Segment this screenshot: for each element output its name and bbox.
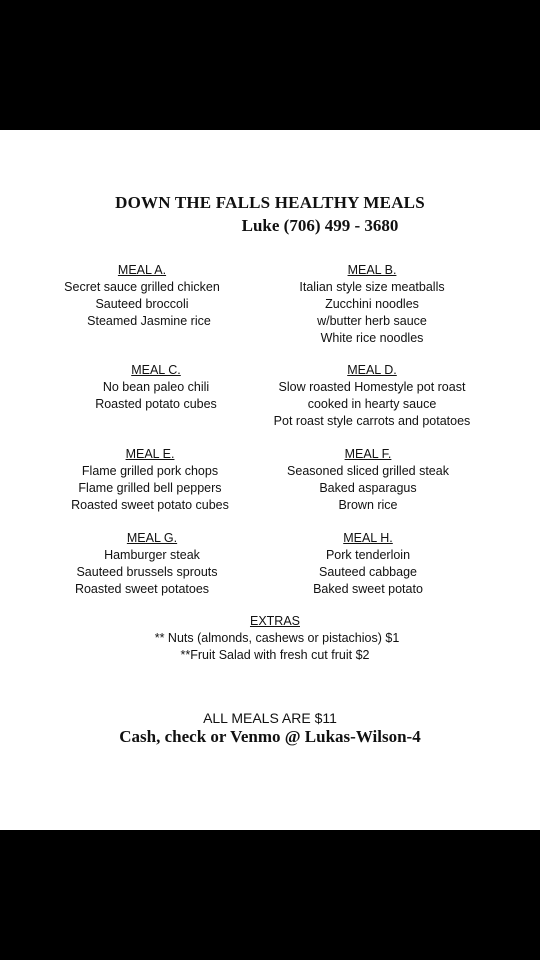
meal-item: w/butter herb sauce [317,314,427,328]
meal-title: MEAL H. [343,531,393,545]
price-line: ALL MEALS ARE $11 [203,710,337,726]
meal-title: MEAL G. [126,531,178,545]
menu-page [0,130,540,830]
extras-title: EXTRAS [249,614,300,628]
meal-f [238,446,498,514]
meal-item: Zucchini noodles [325,297,419,311]
meal-item: No bean paleo chili [102,380,210,394]
meal-item: Sauteed cabbage [318,565,417,579]
meal-item: Roasted sweet potato cubes [71,498,229,512]
meal-item: Baked asparagus [319,481,417,495]
meal-item: Secret sauce grilled chicken [64,280,220,294]
meal-item: Roasted potato cubes [95,397,217,411]
meal-b [242,262,502,347]
payment-line: Cash, check or Venmo @ Lukas-Wilson-4 [119,727,421,746]
extra-item: ** Nuts (almonds, cashews or pistachios) $1 [154,631,400,645]
meal-title: MEAL A. [117,263,167,277]
meal-item: White rice noodles [320,331,424,345]
meal-item: Steamed Jasmine rice [87,314,211,328]
extras-section [0,613,540,664]
meal-item: Flame grilled pork chops [81,464,219,478]
meal-item: Hamburger steak [104,548,200,562]
meal-item: Roasted sweet potatoes [74,582,210,596]
meal-item: Pot roast style carrots and potatoes [273,414,471,428]
menu-title: DOWN THE FALLS HEALTHY MEALS [115,193,425,212]
meal-title: MEAL B. [347,263,397,277]
meal-title: MEAL F. [344,447,392,461]
meal-title: MEAL E. [125,447,175,461]
meal-d [242,362,502,430]
meal-item: Flame grilled bell peppers [78,481,222,495]
meal-item: Pork tenderloin [325,548,411,562]
meal-item: Baked sweet potato [313,582,423,596]
meal-g [12,530,272,598]
contact-line: Luke (706) 499 - 3680 [241,216,399,235]
meal-item: Sauteed broccoli [95,297,189,311]
extra-item: **Fruit Salad with fresh cut fruit $2 [180,648,370,662]
meal-item: cooked in hearty sauce [307,397,437,411]
meal-item: Slow roasted Homestyle pot roast [278,380,466,394]
meal-item: Italian style size meatballs [299,280,445,294]
meal-item: Sauteed brussels sprouts [76,565,218,579]
meal-h [238,530,498,598]
meal-item: Seasoned sliced grilled steak [287,464,449,478]
meal-title: MEAL D. [347,363,397,377]
meal-item: Brown rice [338,498,398,512]
meal-title: MEAL C. [131,363,181,377]
meal-a [12,262,272,330]
